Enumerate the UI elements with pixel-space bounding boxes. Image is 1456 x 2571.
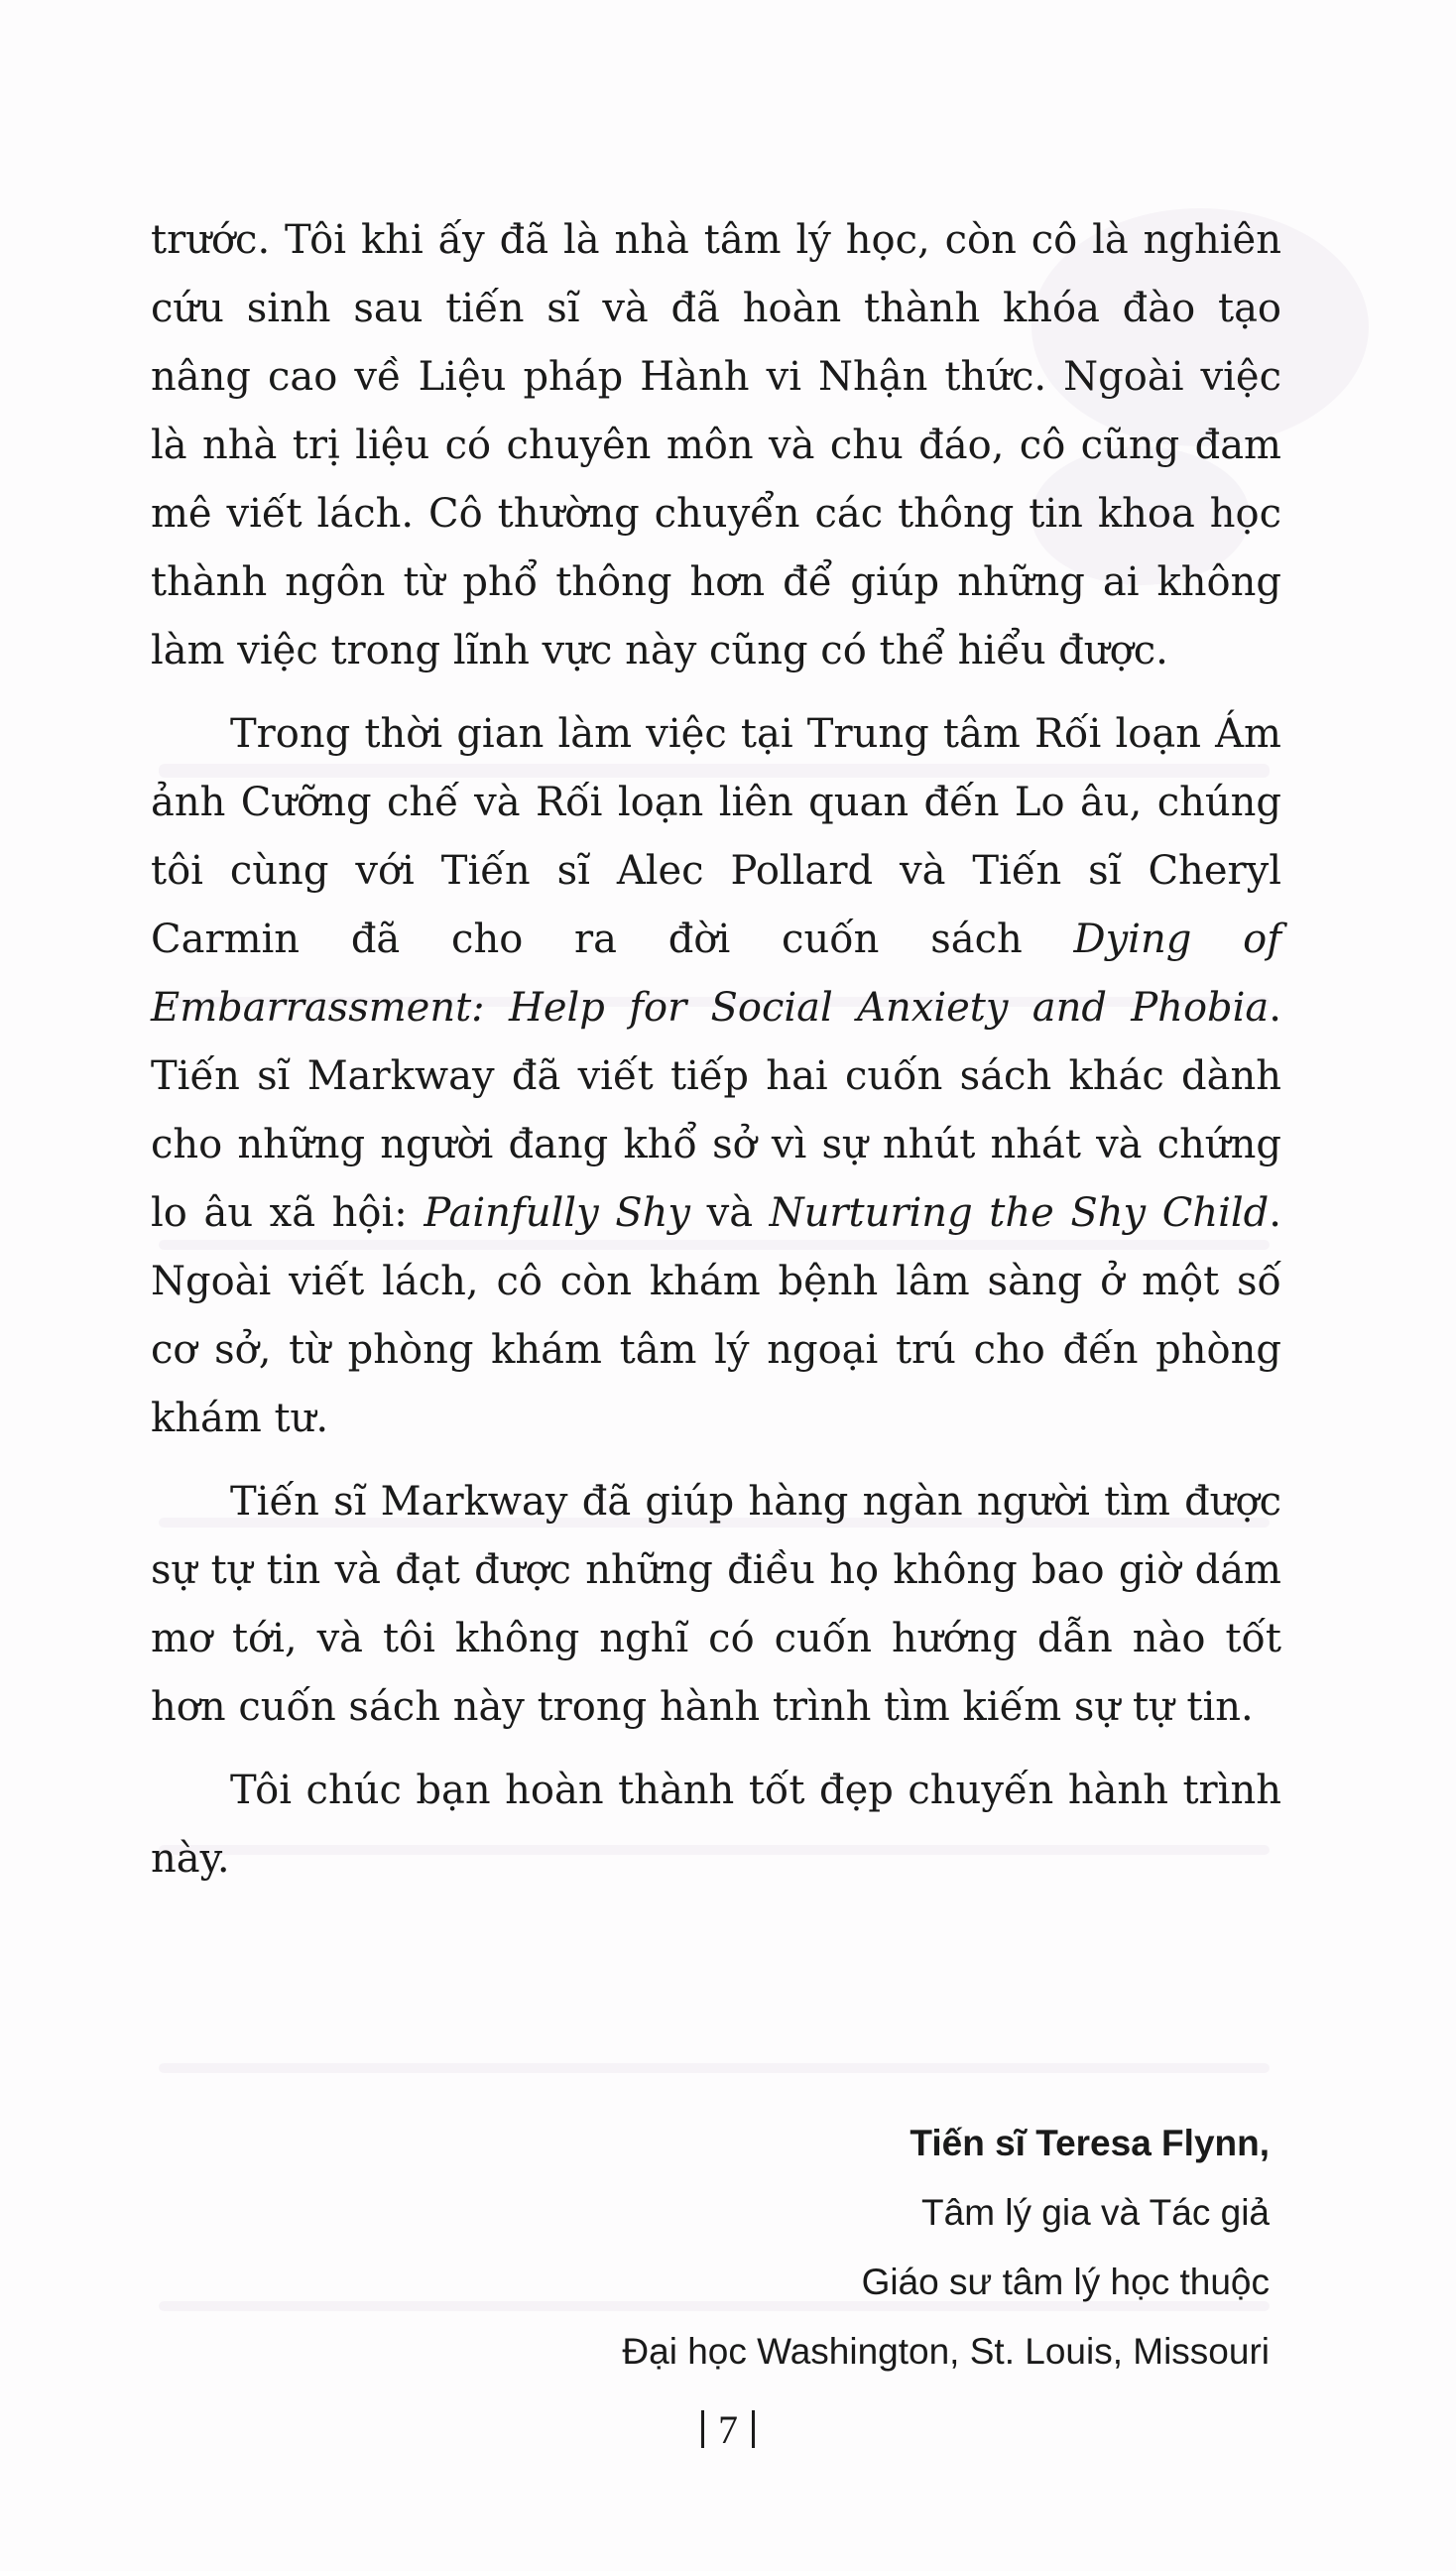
signature-block <box>622 2109 1270 2387</box>
page-number-value: 7 <box>718 2407 738 2452</box>
signature-name: Tiến sĩ Teresa Flynn, <box>910 2123 1270 2163</box>
italic-book-title: Nurturing the Shy Child <box>769 1190 1270 1236</box>
paragraph <box>151 700 1281 1453</box>
paragraph <box>151 1757 1281 1894</box>
signature-position: Giáo sư tâm lý học thuộc <box>861 2262 1270 2302</box>
paragraph-text: Trong thời gian làm việc tại Trung tâm Rối loạn Ám ảnh Cưỡng chế và Rối loạn liên quan đến Lo âu, chúng tôi cùng với Tiến sĩ Alec Pollard và Tiến sĩ Cheryl Carmin đã cho ra đời cuốn sách <box>151 711 1281 962</box>
italic-book-title: Dying of Embarrassment: Help for Social Anxiety and Phobia <box>151 917 1281 1031</box>
paragraph-text: và <box>690 1190 770 1236</box>
paragraph <box>151 206 1281 685</box>
page-number-bar-left <box>701 2410 704 2448</box>
page-number <box>0 2400 1456 2460</box>
paragraph-text: . Tiến sĩ Markway đã viết tiếp hai cuốn sách khác dành cho những người đang khổ sở vì sự nhút nhát và chứng lo âu xã hội: <box>151 985 1281 1236</box>
paragraph-text: trước. Tôi khi ấy đã là nhà tâm lý học, còn cô là nghiên cứu sinh sau tiến sĩ và đã hoàn thành khóa đào tạo nâng cao về Liệu pháp Hành vi Nhận thức. Ngoài việc là nhà trị liệu có chuyên môn và chu đáo, cô cũng đam mê viết lách. Cô thường chuyển các thông tin khoa học thành ngôn từ phổ thông hơn để giúp những ai không làm việc trong lĩnh vực này cũng có thể hiểu được. <box>151 217 1281 673</box>
paragraph-text: Tiến sĩ Markway đã giúp hàng ngàn người tìm được sự tự tin và đạt được những điều họ không bao giờ dám mơ tới, và tôi không nghĩ có cuốn hướng dẫn nào tốt hơn cuốn sách này trong hành trình tìm kiếm sự tự tin. <box>151 1479 1281 1730</box>
paragraph <box>151 1468 1281 1742</box>
signature-institution: Đại học Washington, St. Louis, Missouri <box>622 2331 1270 2372</box>
body-text <box>151 206 1281 1908</box>
italic-book-title: Painfully Shy <box>424 1190 691 1236</box>
paragraph-text: Tôi chúc bạn hoàn thành tốt đẹp chuyến hành trình này. <box>151 1768 1281 1882</box>
paragraph-text: . Ngoài viết lách, cô còn khám bệnh lâm sàng ở một số cơ sở, từ phòng khám tâm lý ngoại trú cho đến phòng khám tư. <box>151 1190 1282 1441</box>
signature-title: Tâm lý gia và Tác giả <box>921 2192 1270 2233</box>
page-number-bar-right <box>752 2410 755 2448</box>
